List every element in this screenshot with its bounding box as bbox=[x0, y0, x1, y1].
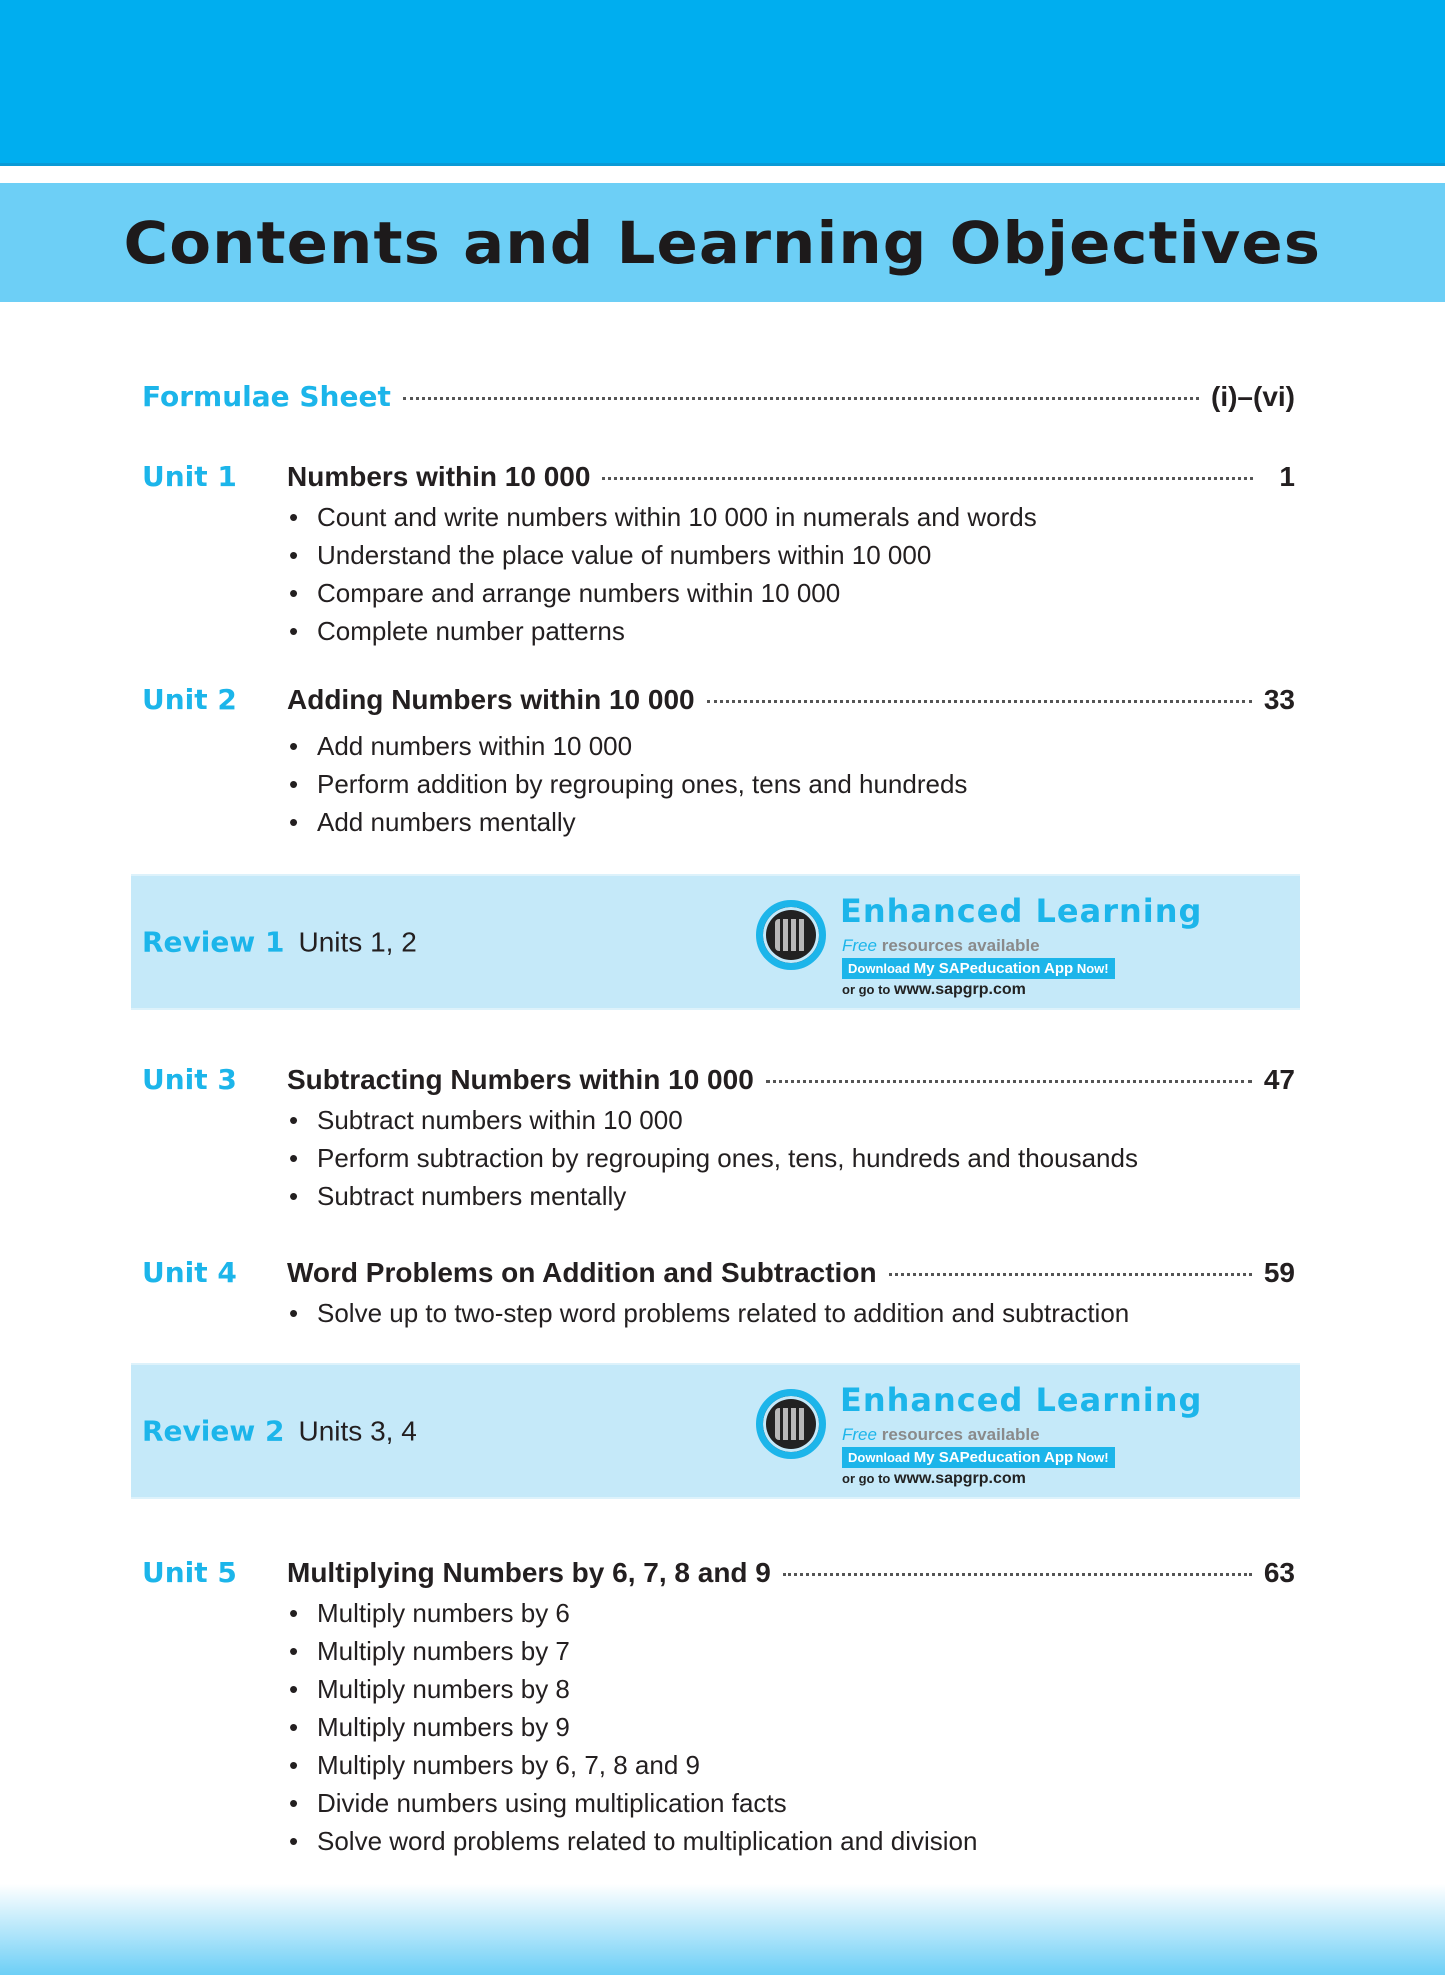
unit-label: Unit 2 bbox=[142, 683, 237, 716]
page-number: 1 bbox=[1279, 461, 1295, 492]
objective: • Add numbers within 10 000 bbox=[287, 727, 967, 765]
qr-logo-icon bbox=[756, 900, 826, 970]
objectives-list-unit-2 bbox=[287, 727, 967, 841]
unit-title: Numbers within 10 000 bbox=[287, 461, 591, 492]
objectives-list-unit-3 bbox=[287, 1101, 1138, 1215]
qr-logo-icon bbox=[756, 1389, 826, 1459]
unit-label: Unit 3 bbox=[142, 1063, 237, 1096]
objective: • Multiply numbers by 9 bbox=[287, 1708, 977, 1746]
promo-url: or go to www.sapgrp.com bbox=[842, 981, 1026, 998]
unit-title: Multiplying Numbers by 6, 7, 8 and 9 bbox=[287, 1557, 771, 1588]
objective: • Multiply numbers by 6 bbox=[287, 1594, 977, 1632]
enhanced-learning-promo bbox=[756, 1377, 1256, 1489]
promo-free-line: Free resources available bbox=[842, 1425, 1040, 1444]
dot-leader bbox=[403, 397, 1199, 400]
objective: • Multiply numbers by 8 bbox=[287, 1670, 977, 1708]
objective: • Solve word problems related to multiplication and division bbox=[287, 1822, 977, 1860]
page-number: 33 bbox=[1263, 684, 1295, 715]
objectives-list-unit-1 bbox=[287, 498, 1037, 650]
page-number: 59 bbox=[1263, 1257, 1295, 1288]
promo-download: Download My SAPeducation App Now! bbox=[842, 958, 1115, 979]
review-units: Units 3, 4 bbox=[298, 1415, 417, 1447]
promo-download: Download My SAPeducation App Now! bbox=[842, 1447, 1115, 1468]
toc-entry-unit-3[interactable] bbox=[142, 1063, 1295, 1096]
objective: • Perform addition by regrouping ones, tens and hundreds bbox=[287, 765, 967, 803]
review-label: Review 1 bbox=[142, 925, 285, 959]
unit-label: Unit 1 bbox=[142, 460, 237, 493]
top-color-band bbox=[0, 0, 1445, 166]
toc-entry-unit-2[interactable] bbox=[142, 683, 1295, 716]
objective: • Multiply numbers by 6, 7, 8 and 9 bbox=[287, 1746, 977, 1784]
toc-entry-unit-1[interactable] bbox=[142, 460, 1295, 493]
promo-heading: Enhanced Learning bbox=[840, 892, 1203, 930]
page-number: (i)–(vi) bbox=[1211, 381, 1295, 412]
objective: • Understand the place value of numbers within 10 000 bbox=[287, 536, 1037, 574]
objective: • Perform subtraction by regrouping ones, tens, hundreds and thousands bbox=[287, 1139, 1138, 1177]
objective: • Solve up to two-step word problems related to addition and subtraction bbox=[287, 1294, 1129, 1332]
unit-title: Adding Numbers within 10 000 bbox=[287, 684, 695, 715]
dot-leader bbox=[602, 477, 1253, 480]
review-2-box bbox=[131, 1363, 1300, 1499]
objective: • Multiply numbers by 7 bbox=[287, 1632, 977, 1670]
title-band bbox=[0, 183, 1445, 302]
objective: • Add numbers mentally bbox=[287, 803, 967, 841]
objectives-list-unit-5 bbox=[287, 1594, 977, 1860]
review-1-box bbox=[131, 874, 1300, 1010]
page-title: Contents and Learning Objectives bbox=[123, 208, 1322, 277]
dot-leader bbox=[783, 1573, 1252, 1576]
review-units: Units 1, 2 bbox=[298, 926, 417, 958]
unit-title: Subtracting Numbers within 10 000 bbox=[287, 1064, 754, 1095]
unit-label: Unit 5 bbox=[142, 1556, 237, 1589]
review-1-entry[interactable] bbox=[142, 926, 417, 959]
page-number: 47 bbox=[1263, 1064, 1295, 1095]
bottom-gradient-band bbox=[0, 1884, 1445, 1975]
objective: • Compare and arrange numbers within 10 000 bbox=[287, 574, 1037, 612]
page-number: 63 bbox=[1263, 1557, 1295, 1588]
dot-leader bbox=[889, 1273, 1252, 1276]
objective: • Subtract numbers within 10 000 bbox=[287, 1101, 1138, 1139]
toc-entry-unit-5[interactable] bbox=[142, 1556, 1295, 1589]
objective: • Count and write numbers within 10 000 in numerals and words bbox=[287, 498, 1037, 536]
promo-free-line: Free resources available bbox=[842, 936, 1040, 955]
toc-entry-formulae[interactable] bbox=[142, 380, 1295, 413]
toc-entry-unit-4[interactable] bbox=[142, 1256, 1295, 1289]
promo-heading: Enhanced Learning bbox=[840, 1381, 1203, 1419]
enhanced-learning-promo bbox=[756, 888, 1256, 1000]
review-2-entry[interactable] bbox=[142, 1415, 417, 1448]
objective: • Subtract numbers mentally bbox=[287, 1177, 1138, 1215]
promo-url: or go to www.sapgrp.com bbox=[842, 1470, 1026, 1487]
formulae-label: Formulae Sheet bbox=[142, 380, 391, 413]
dot-leader bbox=[707, 700, 1252, 703]
objective: • Complete number patterns bbox=[287, 612, 1037, 650]
unit-title: Word Problems on Addition and Subtraction bbox=[287, 1257, 877, 1288]
review-label: Review 2 bbox=[142, 1414, 285, 1448]
objective: • Divide numbers using multiplication facts bbox=[287, 1784, 977, 1822]
unit-label: Unit 4 bbox=[142, 1256, 237, 1289]
objectives-list-unit-4 bbox=[287, 1294, 1129, 1332]
dot-leader bbox=[766, 1080, 1252, 1083]
